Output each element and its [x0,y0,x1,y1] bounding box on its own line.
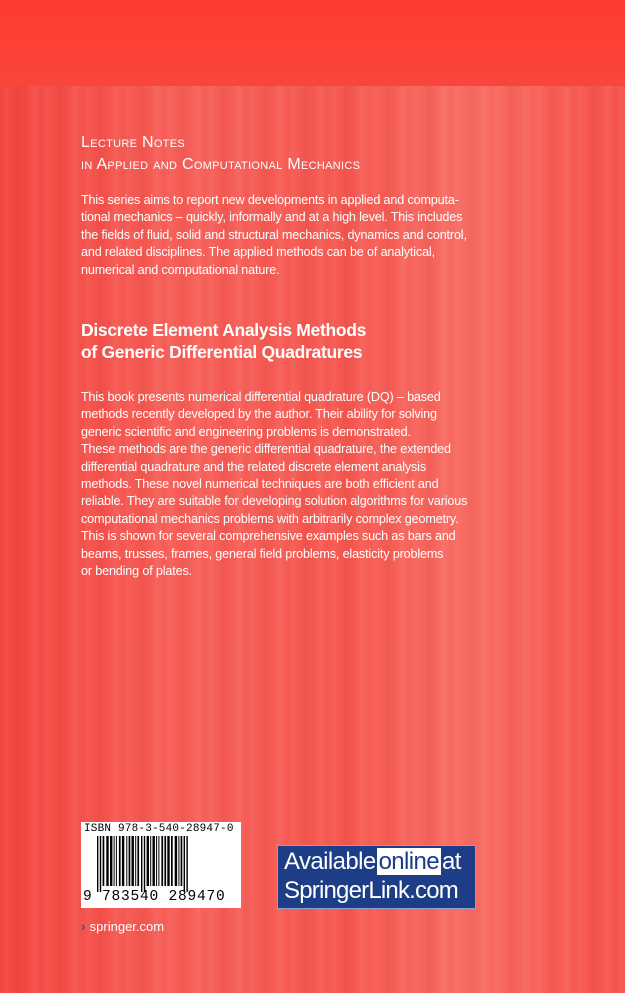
book-description-line: methods. These novel numerical techniques are both efficient and [81,477,439,492]
book-description [81,389,468,580]
top-band [0,0,625,86]
series-description-line: the fields of fluid, solid and structural mechanics, dynamics and control, [81,227,467,242]
chevron-right-icon: › [81,918,86,934]
book-description-line: These methods are the generic differential quadrature, the extended [81,442,451,457]
barcode-bar [161,836,163,886]
back-cover-content [81,132,551,581]
series-description-line: numerical and computational nature. [81,262,280,277]
series-title-line-1: Lecture Notes [81,134,185,151]
barcode-bar [150,836,151,886]
book-title-line-2: of Generic Differential Quadratures [81,342,363,363]
book-title-line-1: Discrete Element Analysis Methods [81,320,367,341]
barcode-bars [81,836,241,892]
barcode-bar [178,836,179,886]
series-description-line: This series aims to report new developments in applied and computa- [81,193,459,207]
barcode-bar [100,836,101,892]
barcode-digits: 9 783540 289470 [83,889,226,905]
barcode-bar [171,836,173,886]
isbn-label: ISBN 978-3-540-28947-0 [84,823,234,835]
book-description-line: methods recently developed by the author. Their ability for solving [81,407,437,422]
barcode-bar [158,836,159,886]
book-description-line: or bending of plates. [81,564,192,579]
barcode-bar [156,836,157,886]
series-title-line-2: in Applied and Computational Mechanics [81,156,361,173]
barcode-bar [141,836,142,892]
barcode-bar [114,836,115,886]
barcode-bar [144,836,145,892]
badge-at-text: at [442,848,461,875]
barcode-bar [135,836,136,886]
book-description-line: differential quadrature and the related discrete element analysis [81,459,426,474]
barcode-bar [164,836,166,886]
book-description-line: computational mechanics problems with arbitrarily complex geometry. [81,511,459,526]
barcode-bar [175,836,177,886]
series-description [81,192,467,279]
springer-website-text: springer.com [89,919,165,934]
book-description-line: beams, trusses, frames, general field problems, elasticity problems [81,546,444,561]
book-description-line: reliable. They are suitable for developing solution algorithms for various [81,494,468,509]
barcode-bar [137,836,139,886]
barcode-bar [184,836,185,892]
springerlink-badge[interactable] [277,845,476,909]
isbn-barcode [81,822,241,908]
barcode-bar [106,836,108,886]
barcode-bar [103,836,105,886]
book-description-line: This is shown for several comprehensive examples such as bars and [81,529,456,544]
book-title [81,319,551,363]
book-description-line: generic scientific and engineering problems is demonstrated. [81,424,411,439]
barcode-bar [167,836,169,886]
badge-available-text: Available [284,848,376,875]
springer-website-link[interactable] [81,918,164,935]
barcode-bar [153,836,155,886]
badge-line-1 [284,848,461,876]
barcode-bar [129,836,131,886]
barcode-bar [147,836,149,886]
barcode-bar [97,836,98,892]
series-description-line: tional mechanics – quickly, informally and at a high level. This includes [81,210,463,225]
barcode-bar [116,836,117,886]
series-description-line: and related disciplines. The applied methods can be of analytical, [81,245,435,260]
badge-link-text: SpringerLink.com [284,877,458,904]
barcode-bar [126,836,127,886]
barcode-bar [119,836,121,886]
barcode-bar [110,836,112,886]
barcode-bar [132,836,134,886]
barcode-bar [186,836,187,892]
barcode-bar [181,836,183,886]
badge-online-text: online [378,848,440,875]
barcode-bar [122,836,124,886]
book-description-line: This book presents numerical differential quadrature (DQ) – based [81,390,441,405]
series-title [81,132,551,176]
